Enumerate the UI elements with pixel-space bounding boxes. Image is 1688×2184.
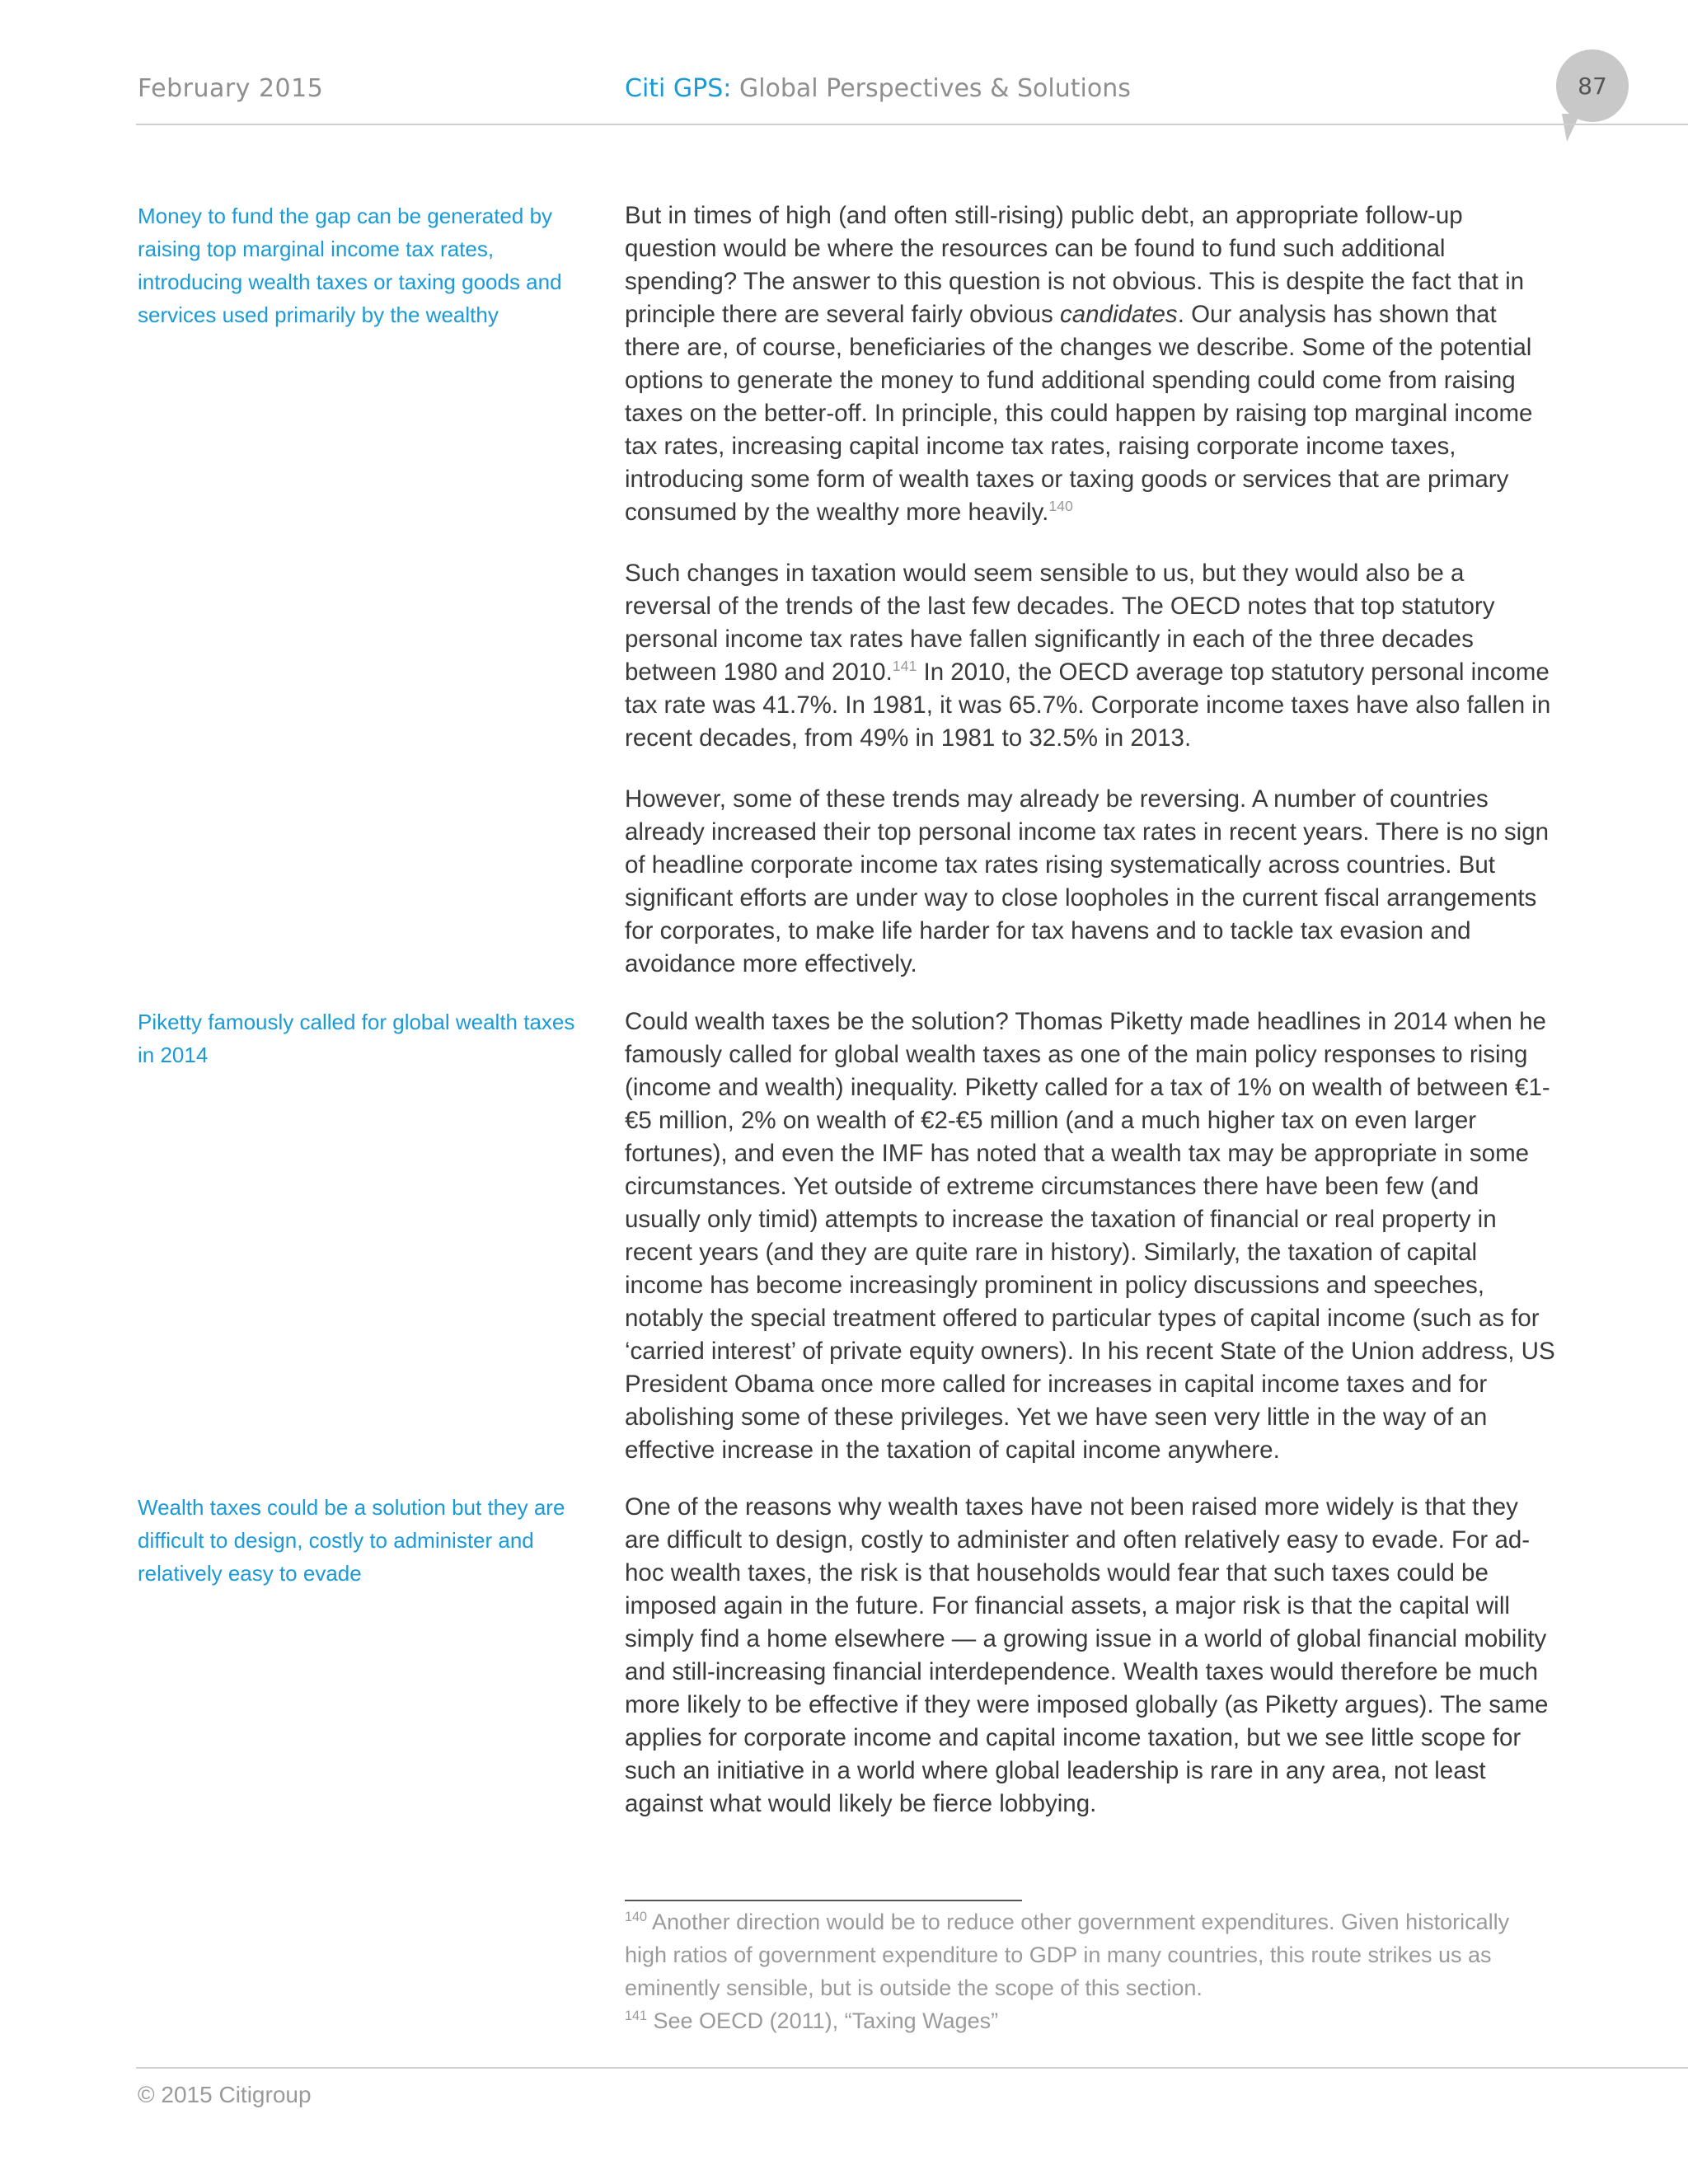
footer-copyright: © 2015 Citigroup (138, 2082, 312, 2107)
footnote-number: 141 (625, 2008, 648, 2023)
page-number: 87 (1578, 72, 1607, 100)
page-badge-tail-icon (1562, 114, 1597, 142)
header-brand: Citi GPS: (625, 74, 732, 103)
footnote-ref-141[interactable]: 141 (892, 658, 917, 675)
body-paragraph-2 (625, 557, 1556, 755)
page-number-badge (1556, 49, 1629, 122)
header-date: February 2015 (138, 74, 324, 103)
footnote-text: Another direction would be to reduce other government expenditures. Given historically high ratios of government expenditure to GDP in many countries, this route strikes us as eminently sensible, but is outside the scope of this section. (625, 1910, 1510, 2000)
footnote-text: See OECD (2011), “Taxing Wages” (647, 2008, 999, 2033)
p1-emphasis: candidates (1059, 301, 1178, 328)
sidenote-piketty: Piketty famously called for global wealth taxes in 2014 (138, 1010, 575, 1067)
p2-text-b: In 2010, the OECD average top statutory personal income tax rate was 41.7%. In 1981, it was 65.7%. Corporate income taxes have also fallen in recent decades, from 49% in 1981 to 32.5% in 2013. (625, 658, 1551, 752)
p1-text-b: . Our analysis has shown that there are, of course, beneficiaries of the changes we describe. Some of the potential options to generate the money to fund additional spending could come from raising taxes on the better-off. In principle, this could happen by raising top marginal income tax rates, increasing capital income tax rates, raising corporate income taxes, introducing some form of wealth taxes or taxing goods or services that are primary consumed by the wealthy more heavily. (625, 301, 1533, 526)
sidenote-funding: Money to fund the gap can be generated by raising top marginal income tax rates, introducing wealth taxes or taxing goods and services used primarily by the wealthy (138, 204, 562, 327)
body-paragraph-3: However, some of these trends may already be reversing. A number of countries already increased their top personal income tax rates in recent years. There is no sign of headline corporate income tax rates rising systematically across countries. But significant efforts are under way to close loopholes in the current fiscal arrangements for corporates, to make life harder for tax havens and to tackle tax evasion and avoidance more effectively. (625, 785, 1550, 977)
header-title (625, 74, 1131, 103)
footnote-ref-140[interactable]: 140 (1048, 498, 1073, 515)
body-paragraph-4: Could wealth taxes be the solution? Thomas Piketty made headlines in 2014 when he famously called for global wealth taxes as one of the main policy responses to rising (income and wealth) inequality. Piketty called for a tax of 1% on wealth of between €1-€5 million, 2% on wealth of €2-€5 million (and a much higher tax on even larger fortunes), and even the IMF has noted that a wealth tax may be appropriate in some circumstances. Yet outside of extreme circumstances there have been few (and usually only timid) attempts to increase the taxation of financial or real property in recent years (and they are quite rare in history). Similarly, the taxation of capital income has become increasingly prominent in policy discussions and speeches, notably the special treatment offered to particular types of capital income (such as for ‘carried interest’ of private equity owners). In his recent State of the Union address, US President Obama once more called for increases in capital income taxes and for abolishing some of these privileges. Yet we have seen very little in the way of an effective increase in the taxation of capital income anywhere. (625, 1008, 1555, 1464)
p2-text-a: Such changes in taxation would seem sensible to us, but they would also be a reversal of the trends of the last few decades. The OECD notes that top statutory personal income tax rates have fallen significantly in each of the three decades between 1980 and 2010. (625, 560, 1495, 686)
header-divider (136, 124, 1688, 125)
header-subtitle: Global Perspectives & Solutions (731, 74, 1131, 103)
sidenote-wealth-taxes: Wealth taxes could be a solution but they are difficult to design, costly to administer and relatively easy to evade (138, 1495, 565, 1586)
body-paragraph-1 (625, 199, 1556, 529)
footer-divider (136, 2067, 1688, 2069)
footnote-list (625, 1896, 1556, 2037)
body-paragraph-5: One of the reasons why wealth taxes have not been raised more widely is that they are difficult to design, costly to administer and often relatively easy to evade. For ad-hoc wealth taxes, the risk is that households would fear that such taxes could be imposed again in the future. For financial assets, a major risk is that the capital will simply find a home elsewhere — a growing issue in a world of global financial mobility and still-increasing financial interdependence. Wealth taxes would therefore be much more likely to be effective if they were imposed globally (as Piketty argues). The same applies for corporate income and capital income taxation, but we see little scope for such an initiative in a world where global leadership is rare in any area, not least against what would likely be fierce lobbying. (625, 1493, 1549, 1817)
p1-text-a: But in times of high (and often still-rising) public debt, an appropriate follow-up question would be where the resources can be found to fund such additional spending? The answer to this question is not obvious. This is despite the fact that in principle there are several fairly obvious (625, 202, 1525, 328)
footnote-140 (625, 1896, 1556, 2004)
footnote-141 (625, 2004, 1556, 2037)
footnote-number: 140 (625, 1910, 648, 1924)
